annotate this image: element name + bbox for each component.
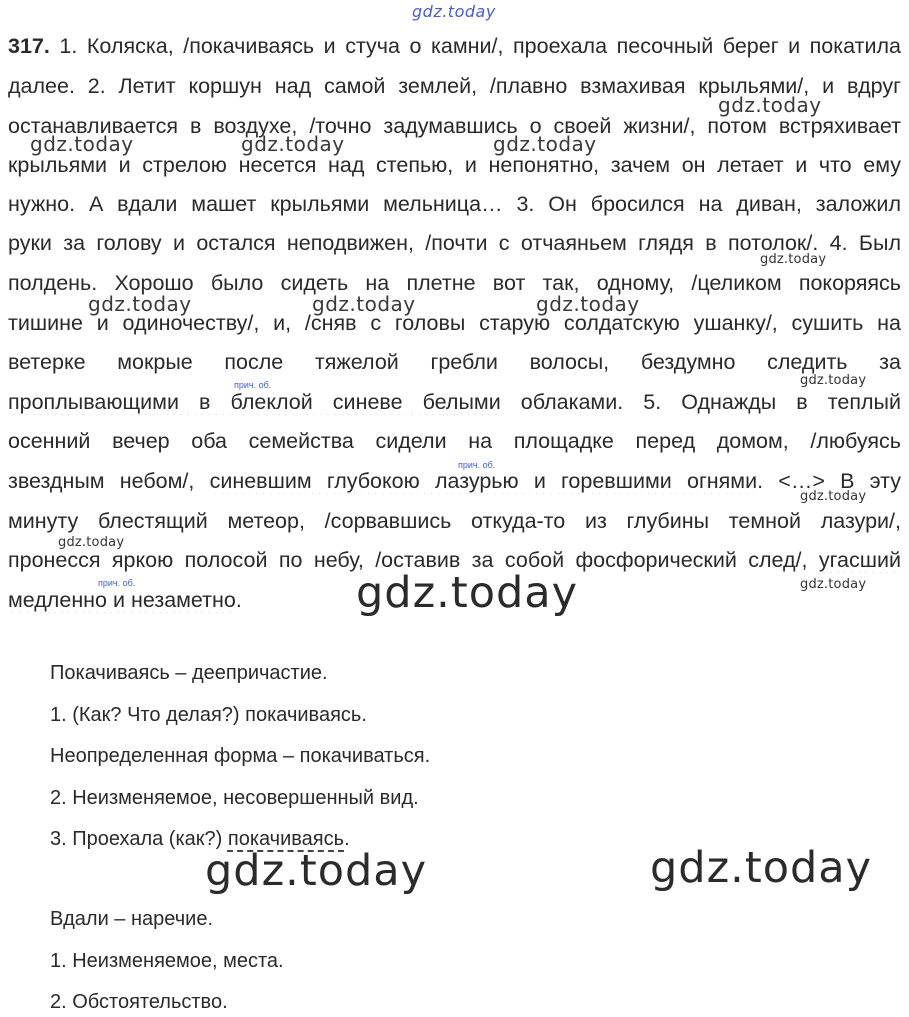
- watermark: gdz.today: [312, 292, 416, 316]
- participle-phrase-2: синевшим глубокою лазурью и горевшими огнями: [209, 469, 758, 493]
- exercise-line-12: звездным небом/, синевшим глубокою лазурью и горевшими огнями. <…> В эту: [8, 469, 901, 493]
- exercise-number: 317.: [8, 34, 50, 58]
- watermark: gdz.today: [241, 132, 345, 156]
- watermark-large: gdz.today: [650, 843, 873, 893]
- exercise-line-6: руки за голову и остался неподвижен, /почти с отчаяньем глядя в потолок/. 4. Был: [8, 231, 901, 255]
- watermark: gdz.today: [800, 489, 867, 504]
- watermark-top: gdz.today: [412, 2, 496, 21]
- watermark: gdz.today: [30, 132, 134, 156]
- exercise-line-7: полдень. Хорошо было сидеть на плетне вот так, одному, /целиком покоряясь: [8, 271, 901, 295]
- participle-phrase-3b: медленно и незаметно: [8, 588, 236, 612]
- participle-phrase-1: проплывающими в блеклой синеве белыми: [8, 390, 501, 414]
- analysis-line: 3. Проехала (как?) покачиваясь.: [50, 828, 350, 850]
- participle-note-3: прич. об.: [98, 578, 136, 588]
- watermark: gdz.today: [88, 292, 192, 316]
- exercise-line-4: крыльями и стрелою несется над степью, и непонятно, зачем он летает и что ему: [8, 153, 901, 177]
- watermark: gdz.today: [58, 535, 125, 550]
- exercise-line-10: проплывающими в блеклой синеве белыми облаками. 5. Однажды в теплый: [8, 390, 901, 414]
- participle-phrase-3a: угасший: [818, 548, 901, 572]
- watermark: gdz.today: [536, 292, 640, 316]
- participle-note-1: прич. об.: [234, 380, 272, 390]
- exercise-line-11: осенний вечер оба семейства сидели на площадке перед домом, /любуясь: [8, 429, 901, 453]
- watermark: gdz.today: [760, 252, 827, 267]
- adverbial-participle-underlined: покачиваясь: [227, 828, 345, 850]
- exercise-line-8: тишине и одиночеству/, и, /сняв с головы старую солдатскую ушанку/, сушить на: [8, 311, 901, 335]
- analysis-line: Неопределенная форма – покачиваться.: [50, 745, 431, 767]
- analysis-line: 2. Неизменяемое, несовершенный вид.: [50, 787, 419, 809]
- exercise-line-2: далее. 2. Летит коршун над самой землей, /плавно взмахивая крыльями/, и вдруг: [8, 74, 901, 98]
- watermark-large: gdz.today: [356, 568, 579, 618]
- watermark: gdz.today: [800, 577, 867, 592]
- exercise-line-5: нужно. А вдали машет крыльями мельница… 3. Он бросился на диван, заложил: [8, 192, 901, 216]
- watermark: gdz.today: [493, 132, 597, 156]
- watermark-large: gdz.today: [205, 846, 428, 896]
- exercise-line-13: минуту блестящий метеор, /сорвавшись откуда-то из глубины темной лазури/,: [8, 509, 901, 533]
- watermark: gdz.today: [718, 93, 822, 117]
- analysis-line: 2. Обстоятельство.: [50, 991, 228, 1013]
- analysis-line: 1. Неизменяемое, места.: [50, 950, 284, 972]
- participle-note-2: прич. об.: [458, 460, 496, 470]
- analysis-line: Вдали – наречие.: [50, 908, 214, 930]
- analysis-line: Покачиваясь – деепричастие.: [50, 662, 328, 684]
- exercise-line-1: 317. 1. Коляска, /покачиваясь и стуча о камни/, проехала песочный берег и покатила: [8, 34, 901, 58]
- exercise-line-3: останавливается в воздухе, /точно задумавшись о своей жизни/, потом встряхивает: [8, 114, 901, 138]
- exercise-line-9: ветерке мокрые после тяжелой гребли волосы, бездумно следить за: [8, 350, 901, 374]
- watermark: gdz.today: [800, 373, 867, 388]
- exercise-line-14: пронесся яркою полосой по небу, /оставив за собой фосфорический след/, угасший: [8, 548, 901, 572]
- exercise-line-15: медленно и незаметно.: [8, 588, 242, 612]
- analysis-line: 1. (Как? Что делая?) покачиваясь.: [50, 704, 367, 726]
